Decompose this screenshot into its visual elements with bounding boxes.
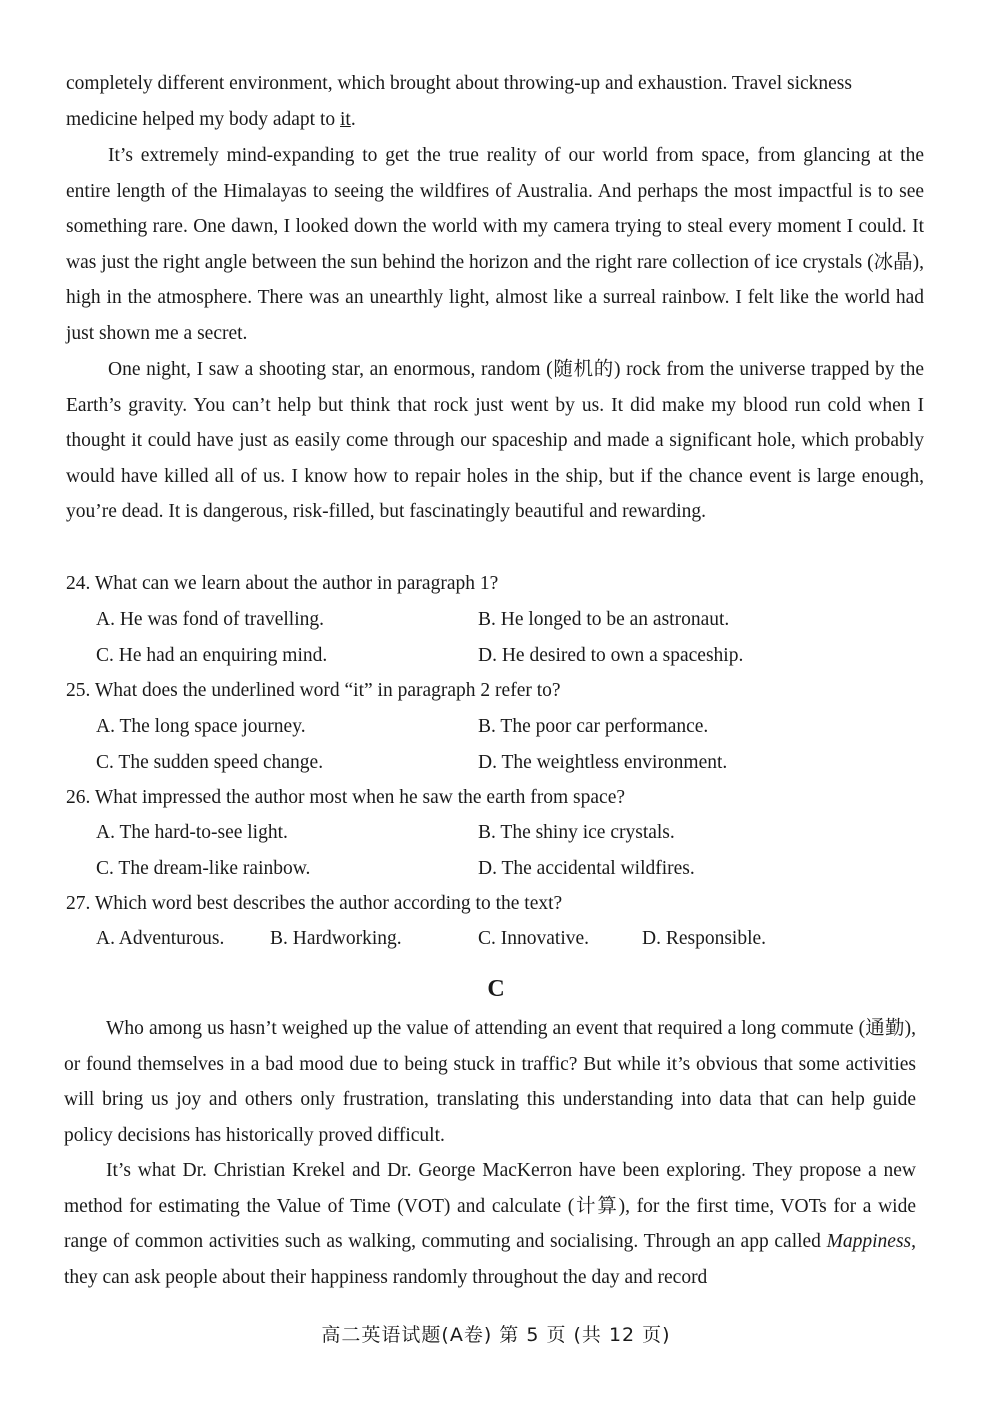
question-25-option-b: B. The poor car performance. [478, 716, 709, 737]
question-26-option-c: C. The dream-like rainbow. [96, 858, 311, 879]
paragraph-1-continued [66, 66, 924, 137]
section-c-paragraph-2 [64, 1153, 916, 1295]
question-27-option-b: B. Hardworking. [270, 928, 402, 949]
question-24-option-a: A. He was fond of travelling. [96, 609, 324, 630]
question-26-option-b: B. The shiny ice crystals. [478, 822, 675, 843]
question-26-stem: 26. What impressed the author most when he saw the earth from space? [66, 787, 626, 808]
underlined-word-it: it [340, 108, 351, 130]
paragraph-1-end: . [350, 108, 356, 130]
section-c-paragraph-2-end: , they can ask people about their happiness randomly throughout the day and record [64, 1231, 916, 1288]
question-27-option-d: D. Responsible. [642, 928, 767, 949]
question-25-stem: 25. What does the underlined word “it” in paragraph 2 refer to? [66, 680, 561, 701]
section-c-heading: C [487, 976, 505, 1002]
question-26-option-d: D. The accidental wildfires. [478, 858, 695, 879]
app-name-mappiness: Mappiness [826, 1231, 912, 1253]
paragraph-1-line-1: completely different environment, which brought about throwing-up and exhaustion. Travel sickness [66, 73, 852, 94]
question-27-stem: 27. Which word best describes the author according to the text? [66, 893, 563, 914]
question-24-option-b: B. He longed to be an astronaut. [478, 609, 730, 630]
question-27-option-a: A. Adventurous. [96, 928, 225, 949]
paragraph-1-line-2: medicine helped my body adapt to [66, 108, 341, 130]
section-c-paragraph-2-text: It’s what Dr. Christian Krekel and Dr. George MacKerron have been exploring. They propose a new method for estimating the Value of Time (VOT) and calculate (计算), for the first time, VOTs for a wide range of common activities such as walking, commuting and socialising. Through an app called [64, 1160, 916, 1253]
question-27-option-c: C. Innovative. [478, 928, 590, 949]
question-25-option-d: D. The weightless environment. [478, 752, 728, 773]
question-25-option-c: C. The sudden speed change. [96, 752, 324, 773]
paragraph-3: One night, I saw a shooting star, an enormous, random (随机的) rock from the universe trapped by the Earth’s gravity. You can’t help but think that rock just went by us. It did make my blood run cold when I thought it could have just as easily come through our spaceship and made a significant hole, which probably would have killed all of us. I know how to repair holes in the ship, but if the chance event is large enough, you’re dead. It is dangerous, risk-filled, but fascinatingly beautiful and rewarding. [66, 359, 924, 523]
section-c-paragraph-1: Who among us hasn’t weighed up the value of attending an event that required a long commute (通勤), or found themselves in a bad mood due to being stuck in traffic? But while it’s obvious that some activities will bring us joy and others only frustration, translating this understanding into data that can help guide policy decisions has historically proved difficult. [64, 1018, 916, 1146]
question-25-option-a: A. The long space journey. [96, 716, 306, 737]
page-footer: 高二英语试题(A卷) 第 5 页 (共 12 页) [321, 1324, 671, 1346]
question-24-stem: 24. What can we learn about the author in paragraph 1? [66, 573, 499, 594]
question-24-option-c: C. He had an enquiring mind. [96, 645, 328, 666]
question-24-option-d: D. He desired to own a spaceship. [478, 645, 744, 666]
question-26-option-a: A. The hard-to-see light. [96, 822, 288, 843]
paragraph-2: It’s extremely mind-expanding to get the true reality of our world from space, from glancing at the entire length of the Himalayas to seeing the wildfires of Australia. And perhaps the most impactful is to see something rare. One dawn, I looked down the world with my camera trying to steal every moment I could. It was just the right angle between the sun behind the horizon and the right rare collection of ice crystals (冰晶), high in the atmosphere. There was an unearthly light, almost like a surreal rainbow. I felt like the world had just shown me a secret. [66, 145, 924, 344]
